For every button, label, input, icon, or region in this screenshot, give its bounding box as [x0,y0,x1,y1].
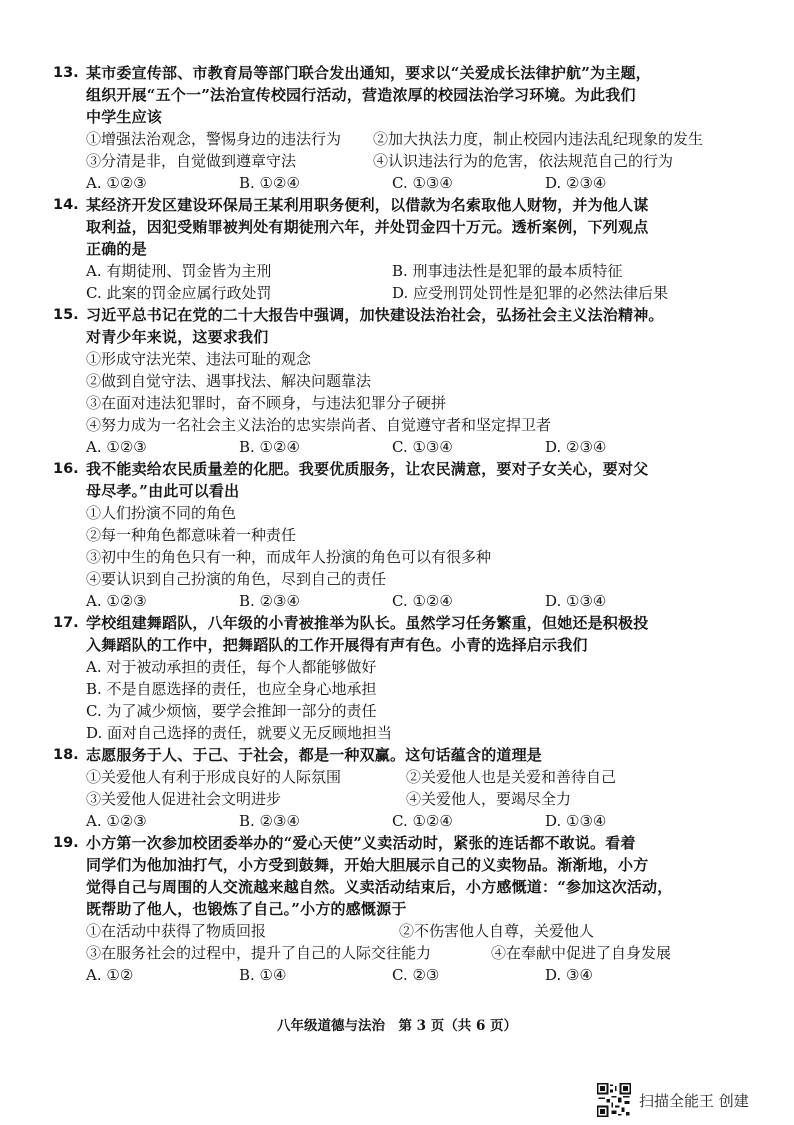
page-footer: 八年级道德与法治 第 3 页（共 6 页） [276,1018,518,1034]
question-stem-line: 习近平总书记在党的二十大报告中强调，加快建设法治社会，弘扬社会主义法治精神。 [86,306,664,324]
question-stem-line: 我不能卖给农民质量差的化肥。我要优质服务，让农民满意，要对子女关心，要对父 [86,460,649,478]
statement-row [86,920,726,942]
option-a: A. ①②③ [86,592,147,610]
option-c: C. 此案的罚金应属行政处罚 [86,284,272,302]
option-c: C. ①③④ [392,438,453,456]
question-18 [53,744,726,832]
option-a: A. ①②③ [86,438,147,456]
option-row [86,260,726,282]
question-number: 17. [53,615,79,631]
option-a: A. 有期徒刑、罚金皆为主刑 [86,262,272,280]
question-14 [53,194,726,304]
option-b: B. ①④ [239,966,287,984]
statement-row [86,128,726,150]
statement: ③在服务社会的过程中，提升了自己的人际交往能力 [86,944,432,962]
statement: ③关爱他人促进社会文明进步 [86,790,282,808]
question-stem-line: 母尽孝。”由此可以看出 [86,482,240,500]
option-d: D. ②③④ [545,438,607,456]
scanner-watermark [597,1083,749,1117]
option-c: C. 为了减少烦恼，要学会推卸一部分的责任 [86,702,377,720]
question-number: 18. [53,747,79,763]
option-c: C. ①②④ [392,592,453,610]
option-d: D. ①③④ [545,592,607,610]
question-stem-line: 入舞蹈队的工作中，把舞蹈队的工作开展得有声有色。小青的选择启示我们 [86,636,588,654]
statement: ①人们扮演不同的角色 [86,504,237,522]
statement: ④关爱他人，要竭尽全力 [406,790,572,808]
question-stem-line: 对青少年来说，这要求我们 [86,328,269,346]
statement: ④在奉献中促进了自身发展 [491,944,672,962]
watermark-text: 扫描全能王 创建 [639,1091,749,1110]
option-d: D. 应受刑罚处罚性是犯罪的必然法律后果 [392,284,669,302]
statement: ②每一种角色都意味着一种责任 [86,526,297,544]
question-stem-line: 觉得自己与周围的人交流越来越自然。义卖活动结束后，小方感慨道：“参加这次活动， [86,878,673,896]
option-b: B. ②③④ [239,812,300,830]
statement: ①增强法治观念，警惕身边的违法行为 [86,130,342,148]
question-stem-line: 组织开展“五个一”法治宣传校园行活动，营造浓厚的校园法治学习环境。为此我们 [86,86,636,104]
statement-row [86,150,726,172]
statement: ②加大执法力度，制止校园内违法乱纪现象的发生 [373,130,704,148]
option-d: D. 面对自己选择的责任，就要义无反顾地担当 [86,724,393,742]
statement: ②做到自觉守法、遇事找法、解决问题靠法 [86,372,372,390]
question-13 [53,62,726,194]
option-a: A. ①② [86,966,134,984]
statement: ③在面对违法犯罪时，奋不顾身，与违法犯罪分子硬拼 [86,394,447,412]
statement: ①在活动中获得了物质回报 [86,922,267,940]
question-number: 16. [53,461,79,477]
option-a: A. 对于被动承担的责任，每个人都能够做好 [86,658,377,676]
question-stem-line: 学校组建舞蹈队，八年级的小青被推举为队长。虽然学习任务繁重，但她还是积极投 [86,614,649,632]
statement: ②关爱他人也是关爱和善待自己 [406,768,617,786]
question-stem-line: 某市委宣传部、市教育局等部门联合发出通知，要求以“关爱成长法律护航”为主题， [86,64,651,82]
option-d: D. ①③④ [545,812,607,830]
answer-options [86,810,726,832]
option-b: B. ①②④ [239,438,300,456]
question-number: 13. [53,65,79,81]
statement: ④认识违法行为的危害，依法规范自己的行为 [373,152,674,170]
question-stem-line: 某经济开发区建设环保局王某利用职务便利，以借款为名索取他人财物，并为他人谋 [86,196,649,214]
answer-options [86,172,726,194]
option-a: A. ①②③ [86,812,147,830]
statement: ②不伤害他人自尊，关爱他人 [399,922,595,940]
question-stem-line: 小方第一次参加校团委举办的“爱心天使”义卖活动时，紧张的连话都不敢说。看着 [86,834,636,852]
question-stem-line: 正确的是 [86,240,147,258]
statement: ④要认识到自己扮演的角色，尽到自己的责任 [86,570,387,588]
question-number: 15. [53,307,79,323]
qr-code-icon [597,1083,631,1117]
answer-options [86,964,726,986]
question-16 [53,458,726,612]
option-row [86,282,726,304]
question-stem-line: 志愿服务于人、于己、于社会，都是一种双赢。这句话蕴含的道理是 [86,746,543,764]
option-b: B. 不是自愿选择的责任，也应全身心地承担 [86,680,377,698]
option-c: C. ①③④ [392,174,453,192]
question-15 [53,304,726,458]
question-number: 19. [53,835,79,851]
option-c: C. ①②④ [392,812,453,830]
statement: ①关爱他人有利于形成良好的人际氛围 [86,768,342,786]
statement-row [86,766,726,788]
question-stem-line: 取利益，因犯受贿罪被判处有期徒刑六年，并处罚金四十万元。透析案例，下列观点 [86,218,649,236]
question-stem-line: 同学们为他加油打气，小方受到鼓舞，开始大胆展示自己的义卖物品。渐渐地，小方 [86,856,649,874]
option-d: D. ③④ [545,966,593,984]
question-17 [53,612,726,744]
statement: ④努力成为一名社会主义法治的忠实崇尚者、自觉遵守者和坚定捍卫者 [86,416,552,434]
question-stem-line: 既帮助了他人，也锻炼了自己。”小方的感慨源于 [86,900,407,918]
answer-options [86,590,726,612]
question-number: 14. [53,197,79,213]
question-stem-line: 中学生应该 [86,108,163,126]
option-b: B. ①②④ [239,174,300,192]
option-c: C. ②③ [392,966,440,984]
statement-row [86,942,726,964]
option-a: A. ①②③ [86,174,147,192]
option-d: D. ②③④ [545,174,607,192]
option-b: B. 刑事违法性是犯罪的最本质特征 [392,262,623,280]
statement: ③分清是非，自觉做到遵章守法 [86,152,297,170]
statement-row [86,788,726,810]
statement: ③初中生的角色只有一种，而成年人扮演的角色可以有很多种 [86,548,492,566]
answer-options [86,436,726,458]
option-b: B. ②③④ [239,592,300,610]
statement: ①形成守法光荣、违法可耻的观念 [86,350,312,368]
question-19 [53,832,726,986]
